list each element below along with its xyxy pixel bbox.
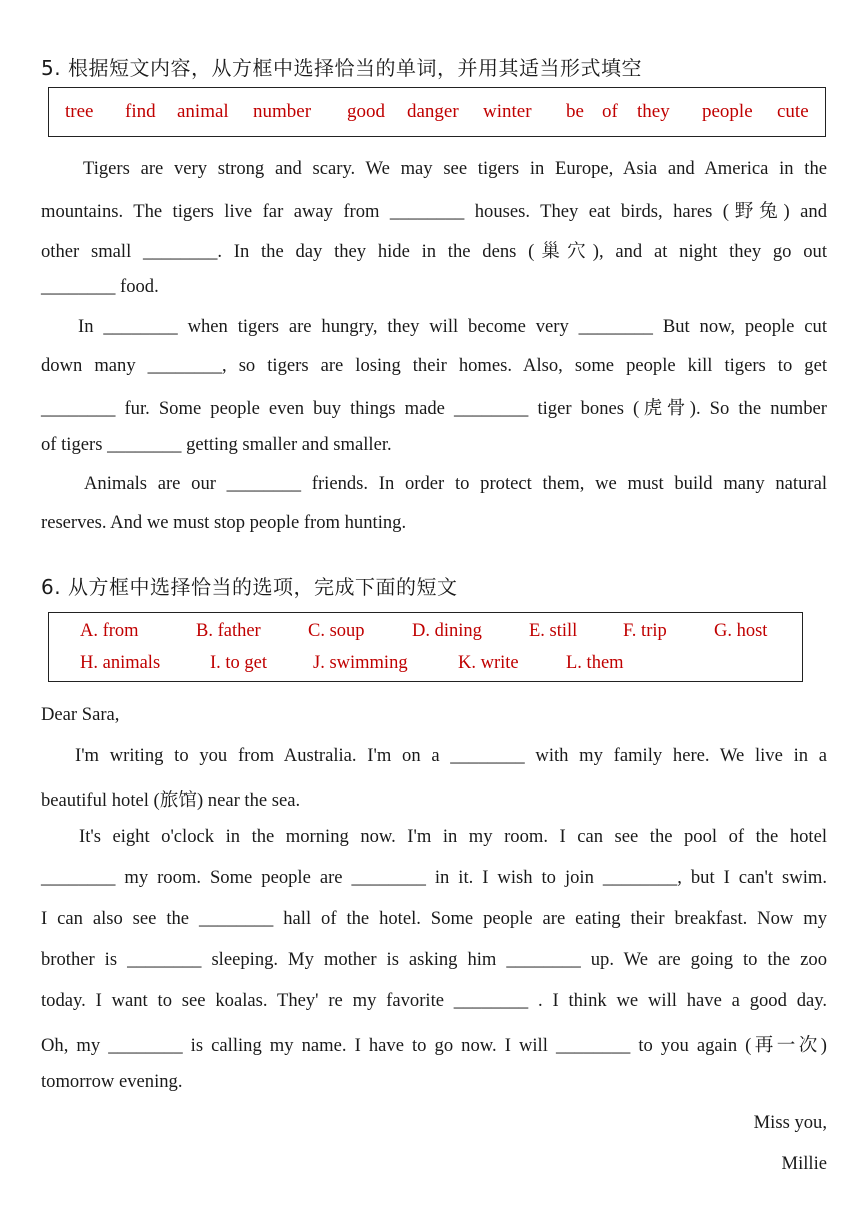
passage-line: other small ________. In the day they hide in the dens (巢穴), and at night they go out <box>41 241 827 262</box>
letter-line: ________ my room. Some people are ________ in it. I wish to join ________, but I can't swim. <box>41 867 827 888</box>
letter-line: I'm writing to you from Australia. I'm on a ________ with my family here. We live in a <box>75 745 827 766</box>
word-bank-item: cute <box>777 101 809 122</box>
word-bank-item: winter <box>483 101 532 122</box>
letter-line: brother is ________ sleeping. My mother is asking him ________ up. We are going to the zoo <box>41 949 827 970</box>
option-item: F. trip <box>623 621 667 641</box>
word-bank-item: animal <box>177 101 229 122</box>
option-item: I. to get <box>210 653 268 673</box>
option-item: A. from <box>80 621 139 641</box>
letter-signature: Millie <box>781 1153 827 1174</box>
letter-line: beautiful hotel (旅馆) near the sea. <box>41 790 301 811</box>
section-5-heading: 5. 根据短文内容，从方框中选择恰当的单词，并用其适当形式填空 <box>41 56 642 80</box>
word-bank-item: they <box>637 101 670 122</box>
word-bank-item: people <box>702 101 753 122</box>
passage-line: Tigers are very strong and scary. We may see tigers in Europe, Asia and America in the <box>83 158 827 179</box>
letter-line: I can also see the ________ hall of the hotel. Some people are eating their breakfast. Now my <box>41 908 827 929</box>
passage-line: ________ fur. Some people even buy things made ________ tiger bones (虎骨). So the number <box>41 398 827 419</box>
letter-closing: Miss you, <box>753 1112 827 1133</box>
option-item: L. them <box>566 653 624 673</box>
option-item: G. host <box>714 621 768 641</box>
word-bank-item: be <box>566 101 584 122</box>
passage-line: reserves. And we must stop people from hunting. <box>41 512 407 533</box>
passage-line: of tigers ________ getting smaller and smaller. <box>41 434 392 455</box>
option-item: H. animals <box>80 653 161 673</box>
passage-line: Animals are our ________ friends. In order to protect them, we must build many natural <box>84 473 827 494</box>
word-bank-item: of <box>602 101 618 122</box>
letter-line: Oh, my ________ is calling my name. I have to go now. I will ________ to you again (再一次) <box>41 1035 827 1056</box>
passage-line: ________ food. <box>41 276 159 297</box>
option-item: B. father <box>196 621 261 641</box>
word-bank-item: tree <box>65 101 94 122</box>
option-item: D. dining <box>412 621 482 641</box>
letter-line: It's eight o'clock in the morning now. I'm in my room. I can see the pool of the hotel <box>79 826 827 847</box>
section-6-heading: 6. 从方框中选择恰当的选项，完成下面的短文 <box>41 575 458 599</box>
letter-line: today. I want to see koalas. They' re my favorite ________ . I think we will have a good day. <box>41 990 827 1011</box>
option-item: E. still <box>529 621 578 641</box>
word-bank-item: find <box>125 101 156 122</box>
passage-line: down many ________, so tigers are losing their homes. Also, some people kill tigers to get <box>41 355 827 376</box>
word-bank-item: danger <box>407 101 459 122</box>
word-bank-item: number <box>253 101 312 122</box>
passage-line: In ________ when tigers are hungry, they will become very ________ But now, people cut <box>78 316 827 337</box>
word-bank-item: good <box>347 101 385 122</box>
letter-line: tomorrow evening. <box>41 1071 183 1092</box>
option-item: C. soup <box>308 621 365 641</box>
passage-line: mountains. The tigers live far away from ________ houses. They eat birds, hares (野兔) and <box>41 201 827 222</box>
option-item: K. write <box>458 653 519 673</box>
option-item: J. swimming <box>313 653 408 673</box>
letter-salutation: Dear Sara, <box>41 704 120 725</box>
